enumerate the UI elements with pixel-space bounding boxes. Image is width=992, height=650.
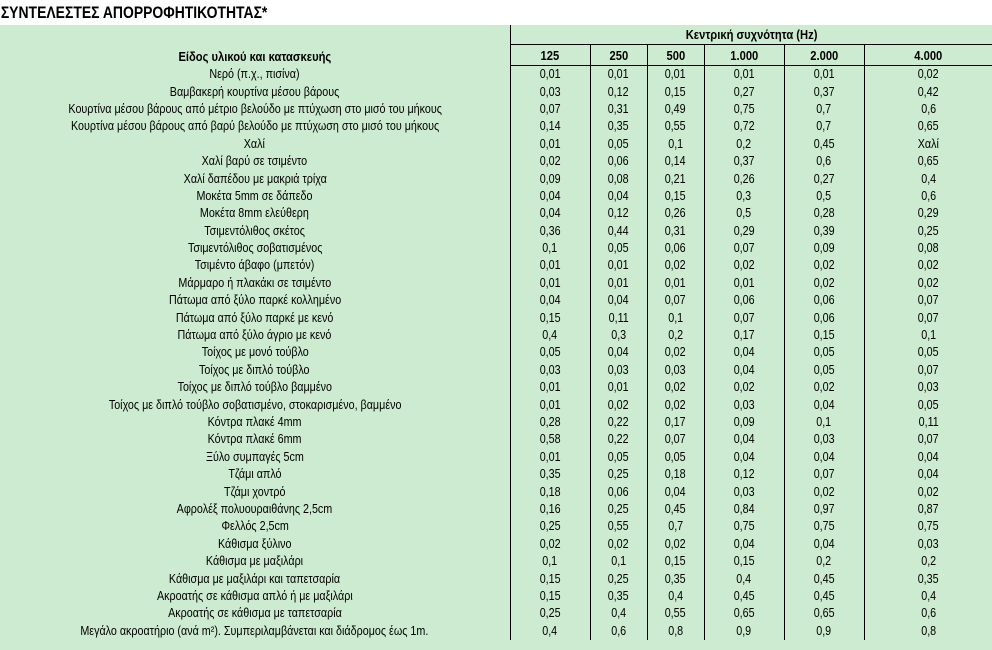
coefficient-cell: 0,02 bbox=[510, 153, 590, 170]
coefficient-cell: 0,25 bbox=[510, 518, 590, 535]
table-body bbox=[0, 66, 992, 640]
coefficient-cell: 0,01 bbox=[784, 66, 864, 84]
coefficient-cell: 0,03 bbox=[704, 483, 784, 500]
coefficient-cell: 0,04 bbox=[864, 449, 992, 466]
coefficient-cell: 0,01 bbox=[704, 66, 784, 84]
table-row bbox=[0, 240, 992, 257]
table-row bbox=[0, 136, 992, 153]
material-cell: Αφρολέξ πολυουραιθάνης 2,5cm bbox=[176, 501, 333, 516]
material-cell: Κουρτίνα μέσου βάρους από βαρύ βελούδο με πτύχωση στο μισό του μήκους bbox=[70, 119, 439, 134]
material-cell: Ξύλο συμπαγές 5cm bbox=[205, 449, 304, 464]
table-row bbox=[0, 431, 992, 448]
table-row bbox=[0, 205, 992, 222]
coefficient-cell: 0,04 bbox=[704, 536, 784, 553]
table-row bbox=[0, 292, 992, 309]
coefficient-cell: 0,08 bbox=[590, 170, 647, 187]
material-cell: Κόντρα πλακέ 6mm bbox=[207, 432, 302, 447]
coefficient-cell: 0,21 bbox=[647, 170, 704, 187]
coefficient-cell: 0,6 bbox=[864, 101, 992, 118]
coefficient-cell: 0,03 bbox=[864, 379, 992, 396]
coefficient-cell: 0,7 bbox=[784, 118, 864, 135]
coefficient-cell: 0,45 bbox=[784, 136, 864, 153]
coefficient-cell: 0,55 bbox=[647, 118, 704, 135]
coefficient-cell: 0,37 bbox=[704, 153, 784, 170]
coefficient-cell: 0,2 bbox=[784, 553, 864, 570]
coefficient-cell: 0,2 bbox=[864, 553, 992, 570]
coefficient-cell: 0,09 bbox=[784, 240, 864, 257]
coefficient-cell: 0,15 bbox=[647, 553, 704, 570]
coefficient-cell: 0,02 bbox=[784, 275, 864, 292]
coefficient-cell: 0,04 bbox=[704, 362, 784, 379]
material-cell: Πάτωμα από ξύλο άγριο με κενό bbox=[177, 328, 332, 343]
absorption-table-panel bbox=[0, 25, 992, 650]
coefficient-cell: 0,04 bbox=[647, 483, 704, 500]
coefficient-cell: 0,02 bbox=[784, 483, 864, 500]
coefficient-cell: 0,28 bbox=[784, 205, 864, 222]
table-row bbox=[0, 362, 992, 379]
coefficient-cell: 0,15 bbox=[510, 309, 590, 326]
coefficient-cell: 0,02 bbox=[647, 379, 704, 396]
coefficient-cell: 0,04 bbox=[510, 188, 590, 205]
coefficient-cell: 0,4 bbox=[864, 170, 992, 187]
coefficient-cell: 0,05 bbox=[784, 362, 864, 379]
coefficient-cell: 0,06 bbox=[784, 292, 864, 309]
coefficient-cell: 0,05 bbox=[784, 344, 864, 361]
coefficient-cell: 0,03 bbox=[704, 396, 784, 413]
coefficient-cell: 0,35 bbox=[864, 570, 992, 587]
coefficient-cell: 0,03 bbox=[590, 362, 647, 379]
coefficient-cell: 0,04 bbox=[864, 466, 992, 483]
coefficient-cell: 0,27 bbox=[784, 170, 864, 187]
coefficient-cell: 0,35 bbox=[510, 466, 590, 483]
coefficient-cell: 0,39 bbox=[784, 223, 864, 240]
coefficient-cell: 0,08 bbox=[864, 240, 992, 257]
coefficient-cell: 0,04 bbox=[590, 292, 647, 309]
coefficient-cell: 0,55 bbox=[590, 518, 647, 535]
material-cell: Μοκέτα 8mm ελεύθερη bbox=[200, 206, 310, 221]
material-cell: Κάθισμα με μαξιλάρι και ταπετσαρία bbox=[169, 571, 341, 586]
coefficient-cell: Χαλί bbox=[864, 136, 992, 153]
table-row bbox=[0, 223, 992, 240]
material-cell: Μάρμαρο ή πλακάκι σε τσιμέντο bbox=[178, 275, 332, 290]
coefficient-cell: 0,97 bbox=[784, 501, 864, 518]
coefficient-cell: 0,02 bbox=[647, 257, 704, 274]
coefficient-cell: 0,04 bbox=[784, 396, 864, 413]
coefficient-cell: 0,06 bbox=[784, 309, 864, 326]
coefficient-cell: 0,04 bbox=[784, 536, 864, 553]
coefficient-cell: 0,25 bbox=[590, 466, 647, 483]
table-row bbox=[0, 553, 992, 570]
coefficient-cell: 0,06 bbox=[647, 240, 704, 257]
coefficient-cell: 0,05 bbox=[590, 136, 647, 153]
coefficient-cell: 0,02 bbox=[647, 536, 704, 553]
material-cell: Χαλί bbox=[244, 136, 266, 151]
table-row bbox=[0, 170, 992, 187]
coefficient-cell: 0,36 bbox=[510, 223, 590, 240]
table-row bbox=[0, 309, 992, 326]
coefficient-cell: 0,01 bbox=[510, 257, 590, 274]
coefficient-cell: 0,37 bbox=[784, 83, 864, 100]
coefficient-cell: 0,02 bbox=[864, 275, 992, 292]
coefficient-cell: 0,6 bbox=[784, 153, 864, 170]
coefficient-cell: 0,75 bbox=[704, 518, 784, 535]
coefficient-cell: 0,18 bbox=[510, 483, 590, 500]
coefficient-cell: 0,02 bbox=[647, 396, 704, 413]
material-cell: Φελλός 2,5cm bbox=[221, 519, 289, 534]
material-cell: Πάτωμα από ξύλο παρκέ με κενό bbox=[175, 310, 334, 325]
coefficient-cell: 0,01 bbox=[510, 449, 590, 466]
coefficient-cell: 0,2 bbox=[647, 327, 704, 344]
coefficient-cell: 0,65 bbox=[864, 153, 992, 170]
table-row bbox=[0, 483, 992, 500]
material-cell: Βαμβακερή κουρτίνα μέσου βάρους bbox=[169, 84, 340, 99]
coefficient-cell: 0,75 bbox=[704, 101, 784, 118]
coefficient-cell: 0,02 bbox=[704, 257, 784, 274]
coefficient-cell: 0,9 bbox=[704, 623, 784, 640]
coefficient-cell: 0,01 bbox=[510, 66, 590, 84]
coefficient-cell: 0,72 bbox=[704, 118, 784, 135]
coefficient-cell: 0,06 bbox=[590, 483, 647, 500]
coefficient-cell: 0,02 bbox=[864, 257, 992, 274]
material-cell: Τοίχος με διπλό τούβλο βαμμένο bbox=[177, 380, 332, 395]
material-cell: Μοκέτα 5mm σε δάπεδο bbox=[196, 188, 313, 203]
material-cell: Τσιμεντόλιθος σοβατισμένος bbox=[187, 241, 322, 256]
coefficient-cell: 0,7 bbox=[647, 518, 704, 535]
coefficient-cell: 0,04 bbox=[704, 344, 784, 361]
table-row bbox=[0, 449, 992, 466]
coefficient-cell: 0,22 bbox=[590, 414, 647, 431]
coefficient-cell: 0,02 bbox=[704, 379, 784, 396]
table-row bbox=[0, 275, 992, 292]
coefficient-cell: 0,07 bbox=[864, 431, 992, 448]
coefficient-cell: 0,26 bbox=[704, 170, 784, 187]
coefficient-cell: 0,05 bbox=[590, 240, 647, 257]
coefficient-cell: 0,15 bbox=[704, 553, 784, 570]
coefficient-cell: 0,02 bbox=[864, 66, 992, 84]
coefficient-cell: 0,01 bbox=[590, 275, 647, 292]
coefficient-cell: 0,45 bbox=[784, 588, 864, 605]
material-cell: Ακροατής σε κάθισμα με ταπετσαρία bbox=[167, 606, 342, 621]
coefficient-cell: 0,05 bbox=[864, 344, 992, 361]
coefficient-cell: 0,09 bbox=[510, 170, 590, 187]
coefficient-cell: 0,28 bbox=[510, 414, 590, 431]
table-row bbox=[0, 379, 992, 396]
coefficient-cell: 0,3 bbox=[704, 188, 784, 205]
material-cell: Τζάμι χοντρό bbox=[224, 484, 286, 499]
coefficient-cell: 0,03 bbox=[510, 83, 590, 100]
coefficient-cell: 0,01 bbox=[590, 379, 647, 396]
coefficient-cell: 0,01 bbox=[647, 66, 704, 84]
coefficient-cell: 0,04 bbox=[510, 205, 590, 222]
coefficient-cell: 0,03 bbox=[864, 536, 992, 553]
coefficient-cell: 0,1 bbox=[864, 327, 992, 344]
material-cell: Κόντρα πλακέ 4mm bbox=[207, 415, 302, 429]
coefficient-cell: 0,04 bbox=[704, 449, 784, 466]
page-title: ΣΥΝΤΕΛΕΣΤΕΣ ΑΠΟΡΡΟΦΗΤΙΚΟΤΗΤΑΣ* bbox=[0, 3, 268, 22]
coefficient-cell: 0,07 bbox=[704, 309, 784, 326]
coefficient-cell: 0,06 bbox=[704, 292, 784, 309]
coefficient-cell: 0,05 bbox=[647, 449, 704, 466]
table-row bbox=[0, 327, 992, 344]
coefficient-cell: 0,58 bbox=[510, 431, 590, 448]
material-column-header: Είδος υλικού και κατασκευής bbox=[0, 25, 510, 66]
coefficient-cell: 0,6 bbox=[590, 623, 647, 640]
coefficient-cell: 0,22 bbox=[590, 431, 647, 448]
coefficient-cell: 0,02 bbox=[647, 344, 704, 361]
coefficient-cell: 0,29 bbox=[704, 223, 784, 240]
frequency-header-125: 125 bbox=[510, 45, 590, 66]
coefficient-cell: 0,01 bbox=[510, 275, 590, 292]
coefficient-cell: 0,4 bbox=[510, 623, 590, 640]
coefficient-cell: 0,02 bbox=[590, 396, 647, 413]
coefficient-cell: 0,07 bbox=[864, 309, 992, 326]
coefficient-cell: 0,65 bbox=[864, 118, 992, 135]
frequency-header-500: 500 bbox=[647, 45, 704, 66]
coefficient-cell: 0,25 bbox=[510, 605, 590, 622]
coefficient-cell: 0,01 bbox=[510, 136, 590, 153]
coefficient-cell: 0,4 bbox=[704, 570, 784, 587]
coefficient-cell: 0,29 bbox=[864, 205, 992, 222]
coefficient-cell: 0,42 bbox=[864, 83, 992, 100]
coefficient-cell: 0,1 bbox=[784, 414, 864, 431]
coefficient-cell: 0,1 bbox=[510, 240, 590, 257]
table-row bbox=[0, 501, 992, 518]
coefficient-cell: 0,17 bbox=[647, 414, 704, 431]
coefficient-cell: 0,16 bbox=[510, 501, 590, 518]
coefficient-cell: 0,11 bbox=[590, 309, 647, 326]
frequency-header-250: 250 bbox=[590, 45, 647, 66]
coefficient-cell: 0,02 bbox=[784, 257, 864, 274]
coefficient-cell: 0,05 bbox=[510, 344, 590, 361]
material-cell: Ακροατής σε κάθισμα απλό ή με μαξιλάρι bbox=[156, 588, 353, 603]
coefficient-cell: 0,02 bbox=[864, 483, 992, 500]
table-row bbox=[0, 605, 992, 622]
material-cell: Τοίχος με διπλό τούβλο σοβατισμένο, στοκαρισμένο, βαμμένο bbox=[108, 397, 402, 412]
material-cell: Τοίχος με διπλό τούβλο bbox=[199, 362, 311, 377]
coefficient-cell: 0,44 bbox=[590, 223, 647, 240]
material-cell: Κουρτίνα μέσου βάρους από μέτριο βελούδο με πτύχωση στο μισό του μήκους bbox=[67, 101, 442, 116]
coefficient-cell: 0,87 bbox=[864, 501, 992, 518]
coefficient-cell: 0,02 bbox=[784, 379, 864, 396]
coefficient-cell: 0,04 bbox=[510, 292, 590, 309]
coefficient-cell: 0,02 bbox=[590, 536, 647, 553]
coefficient-cell: 0,6 bbox=[864, 605, 992, 622]
coefficient-cell: 0,15 bbox=[647, 188, 704, 205]
coefficient-cell: 0,31 bbox=[590, 101, 647, 118]
coefficient-cell: 0,75 bbox=[864, 518, 992, 535]
coefficient-cell: 0,01 bbox=[590, 257, 647, 274]
frequency-header-1000: 1.000 bbox=[704, 45, 784, 66]
coefficient-cell: 0,25 bbox=[864, 223, 992, 240]
coefficient-cell: 0,9 bbox=[784, 623, 864, 640]
coefficient-cell: 0,07 bbox=[647, 292, 704, 309]
frequency-header-2000: 2.000 bbox=[784, 45, 864, 66]
coefficient-cell: 0,8 bbox=[864, 623, 992, 640]
coefficient-cell: 0,65 bbox=[704, 605, 784, 622]
table-row bbox=[0, 83, 992, 100]
material-cell: Χαλί βαρύ σε τσιμέντο bbox=[202, 154, 308, 169]
coefficient-cell: 0,09 bbox=[704, 414, 784, 431]
coefficient-cell: 0,1 bbox=[647, 136, 704, 153]
coefficient-cell: 0,35 bbox=[590, 118, 647, 135]
coefficient-cell: 0,17 bbox=[704, 327, 784, 344]
coefficient-cell: 0,11 bbox=[864, 414, 992, 431]
coefficient-cell: 0,5 bbox=[704, 205, 784, 222]
coefficient-cell: 0,04 bbox=[590, 344, 647, 361]
absorption-table bbox=[0, 25, 992, 640]
coefficient-cell: 0,07 bbox=[864, 292, 992, 309]
coefficient-cell: 0,07 bbox=[864, 362, 992, 379]
table-row bbox=[0, 518, 992, 535]
coefficient-cell: 0,49 bbox=[647, 101, 704, 118]
material-cell: Χαλί δαπέδου με μακριά τρίχα bbox=[183, 171, 327, 186]
coefficient-cell: 0,18 bbox=[647, 466, 704, 483]
material-cell: Τσιμέντο άβαφο (μπετόν) bbox=[194, 258, 315, 273]
coefficient-cell: 0,07 bbox=[510, 101, 590, 118]
coefficient-cell: 0,14 bbox=[647, 153, 704, 170]
coefficient-cell: 0,26 bbox=[647, 205, 704, 222]
table-row bbox=[0, 623, 992, 640]
table-row bbox=[0, 153, 992, 170]
frequency-group-header: Κεντρική συχνότητα (Hz) bbox=[510, 25, 992, 45]
coefficient-cell: 0,25 bbox=[590, 501, 647, 518]
coefficient-cell: 0,03 bbox=[784, 431, 864, 448]
table-row bbox=[0, 396, 992, 413]
coefficient-cell: 0,01 bbox=[590, 66, 647, 84]
coefficient-cell: 0,01 bbox=[704, 275, 784, 292]
material-cell: Τοίχος με μονό τούβλο bbox=[201, 345, 309, 360]
coefficient-cell: 0,6 bbox=[864, 188, 992, 205]
coefficient-cell: 0,07 bbox=[704, 240, 784, 257]
coefficient-cell: 0,15 bbox=[510, 588, 590, 605]
coefficient-cell: 0,01 bbox=[647, 275, 704, 292]
coefficient-cell: 0,35 bbox=[590, 588, 647, 605]
coefficient-cell: 0,1 bbox=[510, 553, 590, 570]
coefficient-cell: 0,25 bbox=[590, 570, 647, 587]
coefficient-cell: 0,45 bbox=[704, 588, 784, 605]
coefficient-cell: 0,75 bbox=[784, 518, 864, 535]
coefficient-cell: 0,07 bbox=[647, 431, 704, 448]
coefficient-cell: 0,07 bbox=[784, 466, 864, 483]
coefficient-cell: 0,03 bbox=[647, 362, 704, 379]
coefficient-cell: 0,04 bbox=[784, 449, 864, 466]
frequency-header-4000: 4.000 bbox=[864, 45, 992, 66]
table-row bbox=[0, 466, 992, 483]
coefficient-cell: 0,15 bbox=[510, 570, 590, 587]
table-row bbox=[0, 118, 992, 135]
material-cell: Κάθισμα με μαξιλάρι bbox=[206, 554, 304, 569]
coefficient-cell: 0,05 bbox=[590, 449, 647, 466]
coefficient-cell: 0,27 bbox=[704, 83, 784, 100]
table-row bbox=[0, 188, 992, 205]
coefficient-cell: 0,7 bbox=[784, 101, 864, 118]
coefficient-cell: 0,4 bbox=[864, 588, 992, 605]
coefficient-cell: 0,06 bbox=[590, 153, 647, 170]
coefficient-cell: 0,01 bbox=[510, 396, 590, 413]
coefficient-cell: 0,14 bbox=[510, 118, 590, 135]
material-cell: Μεγάλο ακροατήριο (ανά m²). Συμπεριλαμβάνεται και διάδρομος έως 1m. bbox=[80, 623, 429, 638]
table-row bbox=[0, 414, 992, 431]
coefficient-cell: 0,03 bbox=[510, 362, 590, 379]
table-row bbox=[0, 66, 992, 84]
coefficient-cell: 0,4 bbox=[590, 605, 647, 622]
coefficient-cell: 0,1 bbox=[647, 309, 704, 326]
coefficient-cell: 0,65 bbox=[784, 605, 864, 622]
material-cell: Κάθισμα ξύλινο bbox=[218, 536, 292, 551]
coefficient-cell: 0,2 bbox=[704, 136, 784, 153]
coefficient-cell: 0,05 bbox=[864, 396, 992, 413]
material-cell: Τζάμι απλό bbox=[228, 467, 282, 482]
coefficient-cell: 0,3 bbox=[590, 327, 647, 344]
table-row bbox=[0, 536, 992, 553]
coefficient-cell: 0,04 bbox=[704, 431, 784, 448]
material-cell: Πάτωμα από ξύλο παρκέ κολλημένο bbox=[168, 293, 341, 308]
table-row bbox=[0, 588, 992, 605]
coefficient-cell: 0,12 bbox=[590, 83, 647, 100]
coefficient-cell: 0,12 bbox=[590, 205, 647, 222]
coefficient-cell: 0,45 bbox=[784, 570, 864, 587]
table-row bbox=[0, 257, 992, 274]
coefficient-cell: 0,31 bbox=[647, 223, 704, 240]
coefficient-cell: 0,15 bbox=[784, 327, 864, 344]
coefficient-cell: 0,01 bbox=[510, 379, 590, 396]
material-cell: Νερό (π.χ., πισίνα) bbox=[209, 66, 300, 81]
coefficient-cell: 0,1 bbox=[590, 553, 647, 570]
table-row bbox=[0, 344, 992, 361]
coefficient-cell: 0,5 bbox=[784, 188, 864, 205]
table-row bbox=[0, 570, 992, 587]
coefficient-cell: 0,4 bbox=[510, 327, 590, 344]
coefficient-cell: 0,4 bbox=[647, 588, 704, 605]
coefficient-cell: 0,45 bbox=[647, 501, 704, 518]
coefficient-cell: 0,12 bbox=[704, 466, 784, 483]
material-cell: Τσιμεντόλιθος σκέτος bbox=[204, 223, 306, 238]
coefficient-cell: 0,8 bbox=[647, 623, 704, 640]
coefficient-cell: 0,04 bbox=[590, 188, 647, 205]
coefficient-cell: 0,02 bbox=[510, 536, 590, 553]
coefficient-cell: 0,84 bbox=[704, 501, 784, 518]
coefficient-cell: 0,55 bbox=[647, 605, 704, 622]
coefficient-cell: 0,35 bbox=[647, 570, 704, 587]
table-row bbox=[0, 101, 992, 118]
coefficient-cell: 0,15 bbox=[647, 83, 704, 100]
